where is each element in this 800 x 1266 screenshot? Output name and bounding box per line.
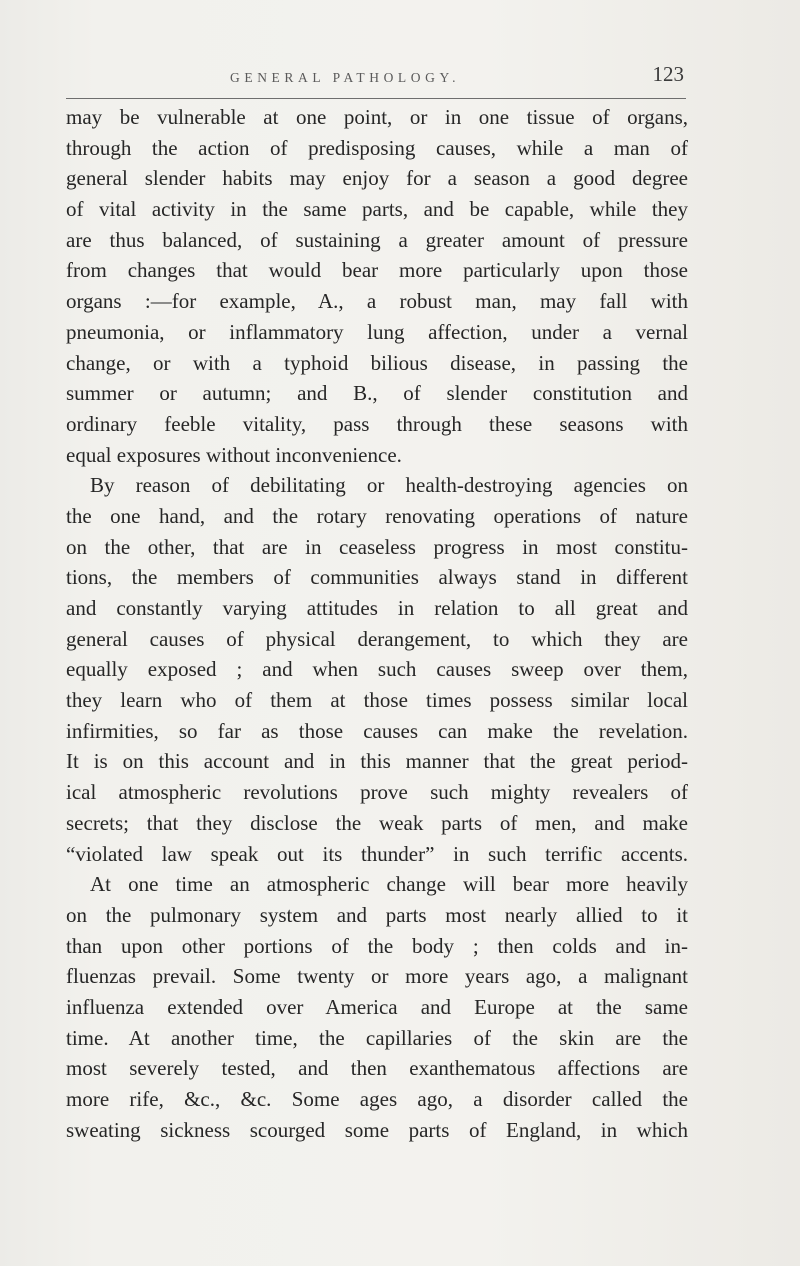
text-line: most severely tested, and then exanthematous affections are [66, 1056, 688, 1081]
text-line: they learn who of them at those times possess similar local [66, 688, 688, 713]
text-line: equally exposed ; and when such causes sweep over them, [66, 657, 688, 682]
text-line: than upon other portions of the body ; then colds and in- [66, 933, 688, 958]
text-line: on the pulmonary system and parts most nearly allied to it [66, 902, 688, 927]
text-line: influenza extended over America and Europe at the same [66, 994, 688, 1019]
text-line: the one hand, and the rotary renovating operations of nature [66, 503, 688, 528]
text-line: time. At another time, the capillaries of the skin are the [66, 1025, 688, 1050]
text-line: general slender habits may enjoy for a season a good degree [66, 166, 688, 191]
text-line: ical atmospheric revolutions prove such mighty revealers of [66, 780, 688, 805]
text-line: fluenzas prevail. Some twenty or more years ago, a malignant [66, 964, 688, 989]
text-line: tions, the members of communities always stand in different [66, 565, 688, 590]
text-line: organs :—for example, A., a robust man, may fall with [66, 289, 688, 314]
text-line: “violated law speak out its thunder” in such terrific accents. [66, 841, 688, 866]
text-line: sweating sickness scourged some parts of England, in which [66, 1117, 688, 1142]
text-line: from changes that would bear more particularly upon those [66, 258, 688, 283]
text-line: on the other, that are in ceaseless progress in most constitu- [66, 534, 688, 559]
header-rule [66, 98, 686, 99]
text-line: change, or with a typhoid bilious disease, in passing the [66, 350, 688, 375]
text-line: pneumonia, or inflammatory lung affection, under a vernal [66, 319, 688, 344]
paragraph-start-line: At one time an atmospheric change will bear more heavily [90, 872, 688, 897]
page-number: 123 [652, 62, 684, 86]
text-line: of vital activity in the same parts, and be capable, while they [66, 197, 688, 222]
text-line: infirmities, so far as those causes can make the revelation. [66, 718, 688, 743]
text-line: general causes of physical derangement, to which they are [66, 626, 688, 651]
text-line: more rife, &c., &c. Some ages ago, a disorder called the [66, 1087, 688, 1111]
running-title: GENERAL PATHOLOGY. [230, 70, 461, 85]
paragraph-start-line: By reason of debilitating or health-destroying agencies on [90, 473, 688, 498]
body-text [66, 102, 688, 1145]
running-head [66, 62, 686, 96]
text-line: It is on this account and in this manner that the great period- [66, 749, 688, 774]
text-line: equal exposures without inconvenience. [66, 442, 402, 467]
text-line: summer or autumn; and B., of slender constitution and [66, 381, 688, 406]
text-line: ordinary feeble vitality, pass through these seasons with [66, 411, 688, 436]
text-line: through the action of predisposing causes, while a man of [66, 135, 688, 160]
text-line: and constantly varying attitudes in relation to all great and [66, 596, 688, 620]
text-line: may be vulnerable at one point, or in one tissue of organs, [66, 105, 688, 129]
text-line: secrets; that they disclose the weak parts of men, and make [66, 810, 688, 835]
text-line: are thus balanced, of sustaining a greater amount of pressure [66, 227, 688, 252]
